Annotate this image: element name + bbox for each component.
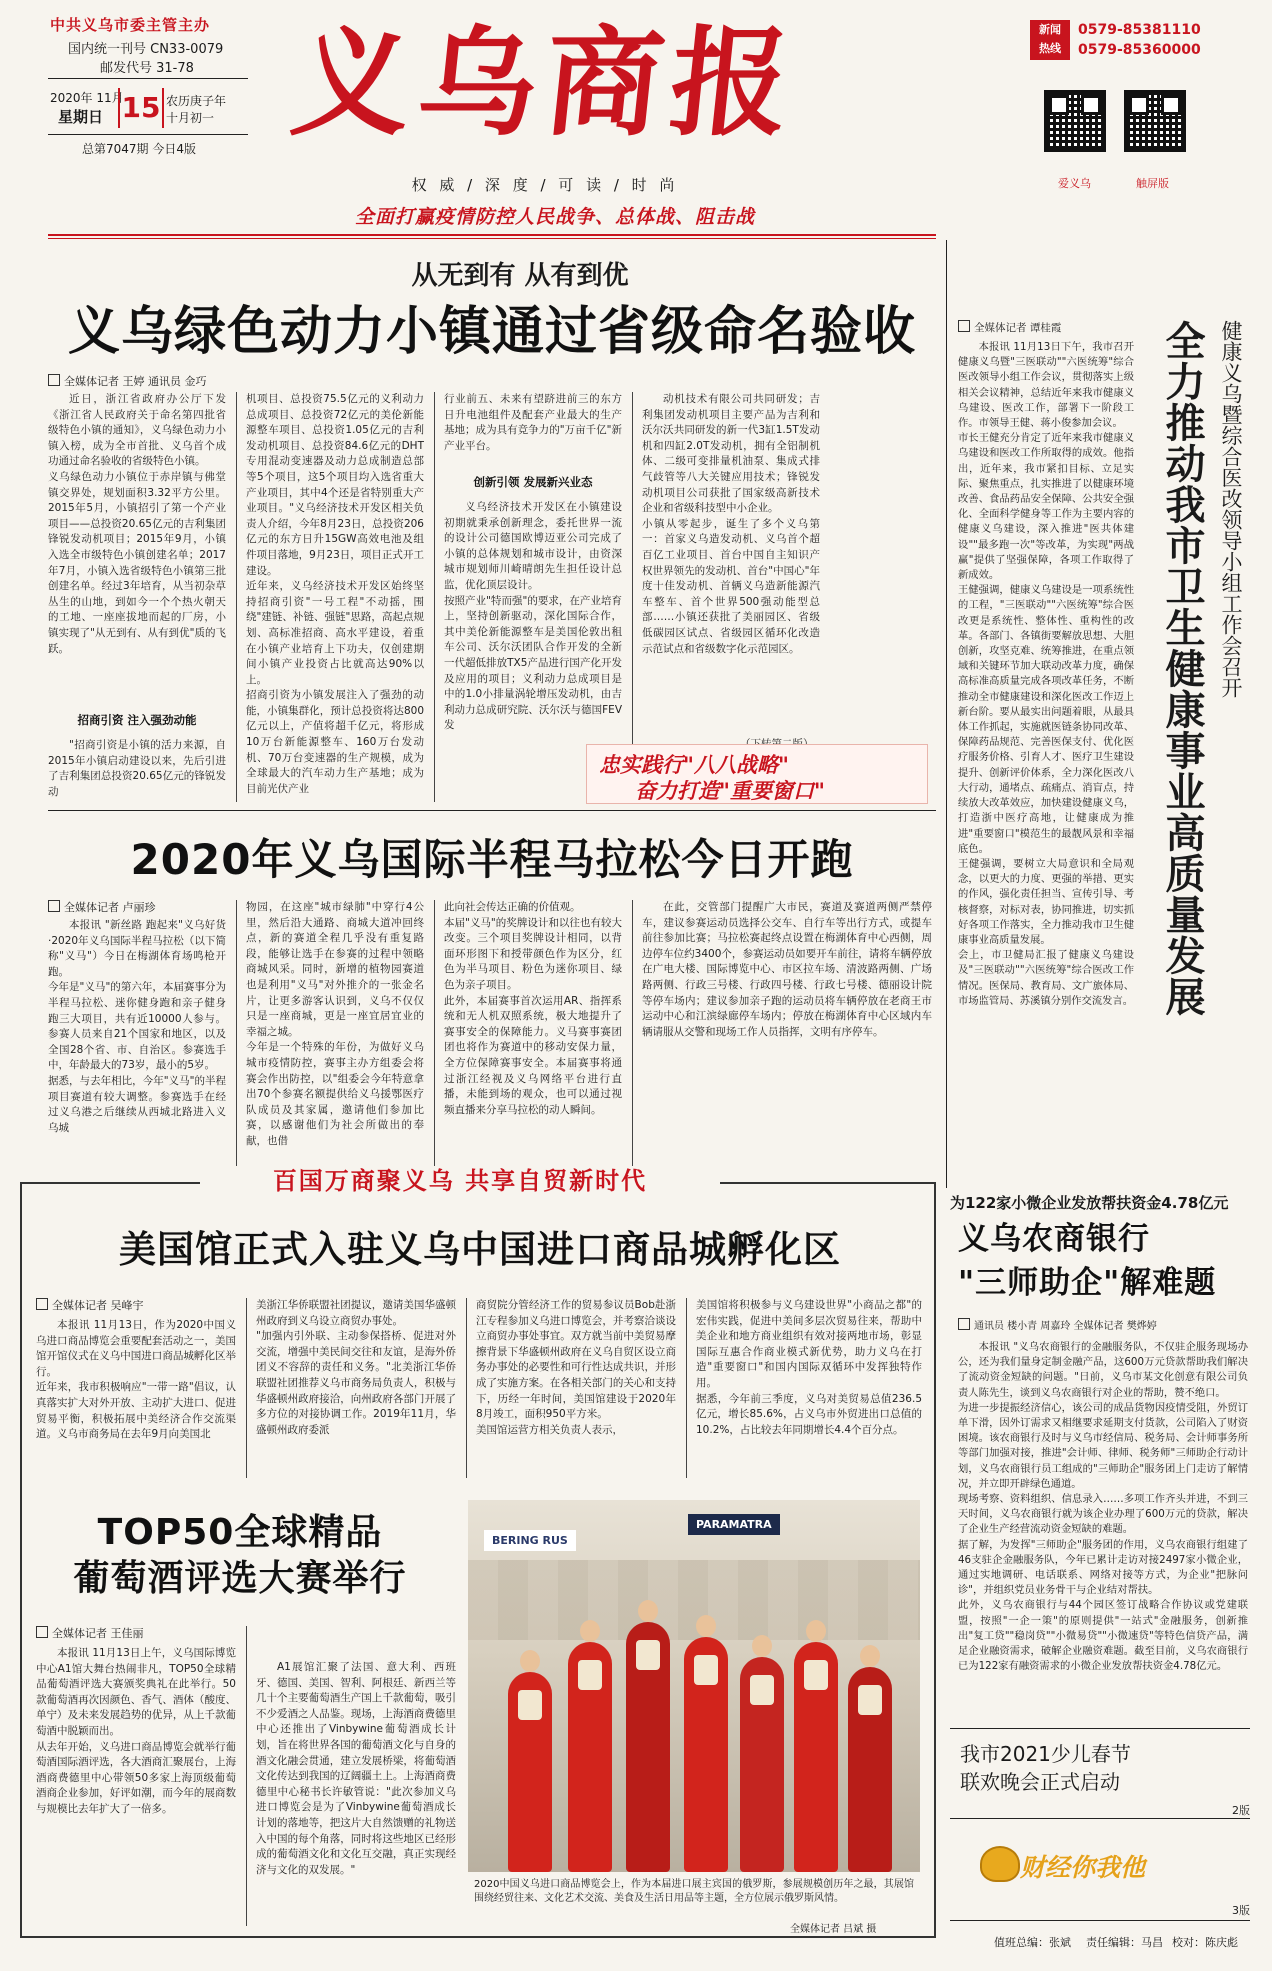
qr-code-mobile[interactable] [1124, 90, 1186, 152]
lunar-day: 十月初一 [166, 111, 215, 125]
person-figure [568, 1642, 612, 1872]
motto: 权 威 / 深 度 / 可 读 / 时 尚 [411, 176, 679, 194]
wine-headline-1: TOP50全球精品 [97, 1512, 383, 1553]
piggy-bank-icon [980, 1846, 1020, 1882]
wine-byline-text: 全媒体记者 王佳丽 [52, 1627, 144, 1640]
health-subhead: 健康义乌暨综合医改领导小组工作会召开 [1219, 320, 1243, 698]
byline-marker-icon [36, 1298, 48, 1310]
wine-col2: A1展馆汇聚了法国、意大利、西班牙、德国、美国、智利、阿根廷、新西兰等几十个主要葡萄酒生产国上千款葡萄，吸引不少爱酒之人品鉴。现场，上海酒商费德里中心还推出了Vinbywine葡萄酒成长计划，旨在将世界各国的葡萄酒文化与自身的酒文化融会贯通，建立发展桥梁，将葡萄酒文化传达到我国的辽阔疆土上。上海酒商费德里中心秘书长许敏管说："此次参加义乌进口博览会是为了Vinbywine葡萄酒成长计划的落地等，把这片大自然馈赠的礼物送入中国的每个角落，同时将这些地区已经形成的葡萄酒文化和文化互交融，真正实现经济与文化的双发展。" [256, 1661, 456, 1876]
date-year-month: 2020年 11月 [50, 91, 124, 105]
footer-proofreader: 校对：陈庆彪 [1172, 1936, 1238, 1949]
lead-col2: 机项目、总投资75.5亿元的义利动力总成项目、总投资72亿元的美伦新能源整车项目、总投资1.05亿元的吉利发动机项目、总投资84.6亿元的DHT专用混动变速器及动力总成制造总部等5个项目，这5个项目均入选省重大产业项目，其中4个还是省特别重大产业项目。"义乌经济技术开发区相关负责人介绍，今年8月23日，总投资206亿元的东方日升15GW高效电池及组件项目落地，9月23日，项目正式开工建设。 近年来，义乌经济技术开发区始终坚持招商引资"一号工程"不动摇，围绕"建链、补链、强链"思路，高起点规划、高标准招商、高水平建设，着重在小镇产业培育上下功夫，仅创建期间小镇产业投资占比就高达90%以上。 招商引资为小镇发展注入了强劲的动能，小镇集群化，预计总投资将达800亿元以上，产值将超千亿元，将形成10万台新能源整车、160万台发动机、70万台变速器的生产规模，成为全球最大的汽车动力生产基地；成为目前光伏产业 [246, 393, 424, 795]
bank-kicker: 为122家小微企业发放帮扶资金4.78亿元 [950, 1194, 1229, 1212]
feature-byline-text: 全媒体记者 吴峰宇 [52, 1299, 144, 1312]
person-figure [794, 1642, 838, 1872]
byline-marker-icon [958, 1318, 970, 1330]
footer-chief-editor: 值班总编：张斌 [994, 1936, 1071, 1949]
expo-photo [468, 1500, 920, 1872]
person-figure [740, 1657, 784, 1872]
issue-info: 总第7047期 今日4版 [82, 142, 196, 156]
byline-marker-icon [36, 1626, 48, 1638]
wine-headline-2: 葡萄酒评选大赛举行 [73, 1558, 407, 1599]
qr-code-app[interactable] [1044, 90, 1106, 152]
bank-body: 本报讯 "义乌农商银行的金融服务队，不仅驻企服务现场办公，还为我们量身定制金融产品，这600万元贷款帮助我们解决了流动资金短缺的问题。"日前，义乌市某文化创意有限公司负责人陈先生，谈到义乌农商银行对企业的帮助，赞不绝口。 为进一步提振经济信心，该公司的成品货物因疫情受阻，外贸订单下滑，因外订需求又相继要求延期支付货款，公司陷入了财资困境。该农商银行及时与义乌市经信局、税务局、会计师事务所等部门加强对接，推进"会计师、律师、税务师"三师助企行动计划，义乌农商银行员工组成的"三师助企"服务团上门走访了解情况，并立即开辟绿色通道。 现场考察、资料组织、信息录入……多项工作齐头并进，不到三天时间，义乌农商银行就为该企业办理了600万元的贷款，解决了企业生产经营流动资金短缺的难题。 据了解，为发挥"三师助企"服务团的作用，义乌农商银行组建了46支驻企金融服务队，今年已累计走访对接2497家小微企业，通过实地调研、电话联系、网络对接等方式，为企业"把脉问诊"，并组织党员业务骨干与企业结对帮扶。 此外，义乌农商银行与44个园区签订战略合作协议或党建联盟，按照"一企一策"的原则提供"一站式"金融服务，创新推出"复工贷""稳岗贷""小微易贷""小微速贷"等特色信贷产品，满足企业融资需求，破解企业融资难题。截至目前，义乌农商银行已为122家有融资需求的小微企业发放帮扶资金4.78亿元。 [958, 1341, 1248, 1673]
issn: 国内统一刊号 CN33-0079 [68, 42, 224, 57]
hotline-tag [1030, 20, 1070, 60]
byline-marker-icon [958, 320, 970, 332]
lead-kicker: 从无到有 从有到优 [411, 261, 629, 291]
marathon-col1: 本报讯 "新丝路 跑起来"义乌好货·2020年义乌国际半程马拉松（以下简称"义马"）今日在梅湖体育场鸣枪开跑。 今年是"义马"的第六年，本届赛事分为半程马拉松、迷你健身跑和亲子健身跑三大项目，共有近10000人参与。参赛人员来自21个国家和地区，以及全国28个省、市、自治区。参赛选手中，年龄最大的73岁，最小的5岁。 据悉，与去年相比，今年"义马"的半程项目赛道有较大调整。参赛选手在经过义乌港之后继续从西城北路进入义乌城 [48, 919, 226, 1134]
marathon-col2: 物园，在这座"城市绿肺"中穿行4公里，然后沿大通路、商城大道冲回终点，新的赛道全程几乎没有重复路段，能够让选手在参赛的过程中领略商城风采。同时，新增的植物园赛道也是利用"义马"对外推介的一张金名片，让更多游客认识到，义乌不仅仅只是一座商城，更是一座宜居宜业的幸福之城。 今年是一个特殊的年份，为做好义乌城市疫情防控，赛事主办方组委会将赛会作出防控，以"组委会今年特意拿出70个参赛名额提供给义乌援鄂医疗队成员及其家属，邀请他们参加比赛，以感谢他们为社会所做出的奉献，也借 [246, 901, 424, 1147]
postal-code: 邮发代号 31-78 [100, 61, 194, 76]
health-body: 本报讯 11月13日下午，我市召开健康义乌暨"三医联动""六医统筹"综合医改领导小组工作会议，贯彻落实上级相关会议精神，总结近年来我市健康义乌建设、医改工作，部署下一阶段工作。市领导王健、蒋小俊参加会议。 市长王健充分肯定了近年来我市健康义乌建设和医改工作所取得的成效。他指出，近年来，我市紧扣目标、立足实际、聚焦重点，扎实推进了以健康环境改善、食品药品安全保障、公共安全强化、全面科学健身等工作为主要内容的健康义乌建设，深入推进"医共体建设""最多跑一次"等改革，为实现"两战赢"提供了坚强保障，各项工作取得了新成效。 王健强调，健康义乌建设是一项系统性的工程，"三医联动""六医统筹"综合医改更是系统性、整体性、重构性的改革。各部门、各镇街要解放思想、大胆创新，攻坚克难、统筹推进，在重点领域和关键环节加大联动改革力度，确保高标准高质量完成各项改革任务，不断推动全市健康建设和深化医改工作迈上新台阶。要从最实出问题着眼，从最具体工作抓起，实施就医链条协同改革、保障药品规范、完善医保支付、优化医疗服务价格、引育人才、医疗卫生建设提升、创新评价体系，全力深化医改八大行动，通堵点、疏痛点、消盲点，持续放大改革效应，加快建设健康义乌，打造浙中医疗高地，让健康成为推进"重要窗口"模范生的最靓风景和幸福底色。 王健强调，要树立大局意识和全局观念，以更大的力度、更强的举措、更实的作风，强化责任担当、宣传引导、考核督察，对标对表，协同推进，切实抓好各项工作落实，全力推动我市卫生健康事业高质量发展。 会上，市卫健局汇报了健康义乌建设及"三医联动""六医统筹"综合医改工作情况。医保局、教育局、文广旅体局、市场监管局、苏溪镇分别作交流发言。 [958, 341, 1134, 1007]
hotline-tag-line1: 新闻 [1039, 23, 1061, 36]
photo-caption: 2020中国义乌进口商品博览会上，作为本届进口展主宾国的俄罗斯，参展规模创历年之最，其展馆围绕经贸往来、文化艺术交流、美食及生活日用品等主题，全方位展示俄罗斯风情。 [474, 1879, 914, 1904]
marathon-byline-text: 全媒体记者 卢丽珍 [64, 901, 156, 914]
day-number: 15 [118, 88, 164, 128]
qr-label-app: 爱义乌 [1058, 177, 1091, 190]
marathon-col3: 此向社会传达正确的价值观。 本届"义马"的奖牌设计和以往也有较大改变。三个项目奖牌设计相同，以背面环形图下和授带颜色作为区分，红色为半马项目、粉色为迷你项目、绿色为亲子项目。 此外，本届赛事首次运用AR、指挥系统和无人机双照系统，极大地提升了赛事安全的保障能力。义马赛事赛团团也将作为赛道中的移动安保力量，全方位保障赛事安全。本届赛事将通过浙江经视及义乌网络平台进行直播，未能到场的观众，也可以通过视频直播来分享马拉松的动人瞬间。 [444, 901, 622, 1116]
lead-col1-cont: "招商引资是小镇的活力来源，自2015年小镇启动建设以来，先后引进了吉利集团总投资20.65亿元的锋锐发动 [48, 739, 226, 798]
feature-headline: 美国馆正式入驻义乌中国进口商品城孵化区 [119, 1228, 841, 1271]
wine-byline [36, 1626, 144, 1642]
lead-byline-text: 全媒体记者 王婷 通讯员 金巧 [64, 375, 207, 388]
weekday: 星期日 [58, 108, 104, 126]
health-headline: 全力推动我市卫生健康事业高质量发展 [1159, 320, 1205, 1017]
lead-col1: 近日，浙江省政府办公厅下发《浙江省人民政府关于命名第四批省级特色小镇的通知》，义乌绿色动力小镇入榜，成为全市首批、义乌首个成功通过命名验收的省级特色小镇。 义乌绿色动力小镇位于赤岸镇与佛堂镇交界处，规划面积3.32平方公里。2015年5月，小镇招引了第一个产业项目——总投资20.65亿元的吉利集团锋锐发动机项目；2015年9月，小镇入选全市级特色小镇创建名单；2017年7月，小镇入选省级特色小镇第三批创建名单。经过3年培育，从当初杂草丛生的山地，到如今一个个热火朝天的工地、一座座拔地而起的厂房，小镇实现了"从无到有、从有到优"质的飞跃。 [48, 393, 226, 655]
slogan-banner: 全面打赢疫情防控人民战争、总体战、阻击战 [354, 206, 755, 228]
campaign-banner [586, 744, 928, 804]
person-figure [508, 1672, 552, 1872]
feature-col2: 美浙江华侨联盟社团提议，邀请美国华盛顿州政府到义乌设立商贸办事处。 "加强内引外联、主动参保搭桥、促进对外交流，增强中美民间交往和友谊，是海外侨团义不容辞的责任和义务。"北美浙江华侨联盟社团推荐义乌市商务局负责人，积极与华盛顿州政府接洽，向州政府各部门开展了多方位的对接协调工作。2019年11月，华盛顿州政府委派 [256, 1299, 456, 1436]
footer-editor: 责任编辑：马昌 [1086, 1936, 1163, 1949]
feature-banner: 百国万商聚义乌 共享自贸新时代 [200, 1166, 720, 1196]
feature-col4: 美国馆将积极参与义乌建设世界"小商品之都"的宏伟实践，促进中美间多层次贸易往来，帮助中美企业和地方商业组织有效对接两地市场，彰显国际互惠合作商业模式新优势，助力义乌在打造"重要窗口"和国内国际双循环中发挥独特作用。 据悉，今年前三季度，义乌对美贸易总值236.5亿元，增长85.6%，占义乌市外贸进出口总值的10.2%，占比较去年同期增长4.4个百分点。 [696, 1299, 922, 1436]
lunar-year: 农历庚子年 [166, 94, 227, 108]
bank-headline-1: 义乌农商银行 [958, 1221, 1150, 1257]
lead-col4: 动机技术有限公司共同研发；吉利集团发动机项目主要产品为吉利和沃尔沃共同研发的新一代3缸1.5T发动机和四缸2.0T发动机，拥有全铝制机体、二级可变排量机油泵、集成式排气歧管等八大关键应用技术；锋锐发动机项目公司获批了国家级高新技术企业和省级科技型中小企业。 小镇从零起步，诞生了多个义乌第一：首家义乌造发动机、义乌首个超百亿工业项目、首台中国自主知识产权世界领先的发动机、首台"中国心"年度十佳发动机、首辆义乌造新能源汽车整车、首个世界500强动能型总部……小镇还获批了美丽园区、省级低碳园区试点、省级园区循环化改造示范试点和省级数字化示范园区。 [642, 393, 820, 655]
lead-subhead-1: 招商引资 注入强劲动能 [77, 713, 197, 727]
newspaper-title: 义乌商报 [285, 13, 805, 152]
feature-col1: 本报讯 11月13日，作为2020中国义乌进口商品博览会重要配套活动之一，美国馆开馆仪式在义乌中国进口商品城孵化区举行。 近年来，我市积极响应"一带一路"倡议，认真落实扩大对外开放、主动扩大进口、促进贸易平衡，积极拓展中美经济合作交流渠道。义乌市商务局在去年9月向美国北 [36, 1319, 236, 1441]
gala-teaser-1[interactable]: 我市2021少儿春节 [960, 1742, 1131, 1766]
lead-headline: 义乌绿色动力小镇通过省级命名验收 [67, 302, 916, 362]
phone-1: 0579-85381110 [1078, 22, 1201, 38]
photo-credit: 全媒体记者 吕斌 摄 [790, 1924, 877, 1935]
person-figure [848, 1667, 892, 1872]
gala-teaser-2[interactable]: 联欢晚会正式启动 [960, 1770, 1120, 1794]
page-ref-2[interactable]: 2版 [1232, 1804, 1250, 1817]
wine-col1: 本报讯 11月13日上午，义乌国际博览中心A1馆大舞台热闹非凡，TOP50全球精品葡萄酒评选大赛颁奖典礼在此举行。50款葡萄酒再次因颜色、香气、酒体（酸度、单宁）及未来发展趋势的优异，从上千款葡萄酒中脱颖而出。 从去年开始，义乌进口商品博览会就举行葡萄酒国际酒评选，各大酒商汇聚展台，上海酒商费德里中心带领50多家上海顶级葡萄酒商企业参加，好评如潮，而今年的展商数与规模比去年扩大了一倍多。 [36, 1647, 236, 1815]
marathon-byline [48, 900, 156, 916]
bank-headline-2: "三师助企"解难题 [958, 1265, 1217, 1301]
lead-byline [48, 374, 207, 390]
marathon-col4: 在此，交管部门提醒广大市民，赛道及赛道两侧严禁停车，建议参赛运动员选择公交车、自行车等出行方式，或提车前往参加比赛；马拉松赛起终点设置在梅湖体育中心西侧，周边停车位约3400个，参赛运动员如要开车前往，请将车辆停放在广电大楼、国际博览中心、市区拉车场、清波路两侧、广场路两侧、行政三号楼、行政四号楼、行政七号楼、德丽设计院等停车场内；建议参加亲子跑的运动员将车辆停放在老商王市运动中心和江滨绿廊停车场内；停放在梅湖体育中心区域内车辆请服从交警和现场工作人员指挥，文明有序停车。 [642, 901, 932, 1038]
finance-logo-text: 财经你我他 [1020, 1853, 1146, 1882]
health-byline [958, 320, 1061, 336]
lead-subhead-2: 创新引领 发展新兴业态 [473, 475, 593, 489]
person-figure [684, 1637, 728, 1872]
marathon-headline: 2020年义乌国际半程马拉松今日开跑 [130, 835, 854, 884]
byline-marker-icon [48, 900, 60, 912]
campaign-line-1: 忠实践行"八八战略" [599, 753, 789, 777]
feature-col3: 商贸院分管经济工作的贸易参议员Bob赴浙江专程参加义乌进口博览会，并考察洽谈设立商贸办事处事宜。双方就当前中美贸易摩擦背景下华盛顿州政府在义乌自贸区设立商务办事处的必要性和可行性达成共识，并形成了实施方案。在各相关部门的关心和支持下，历经一年时间，美国馆建设于2020年8月竣工，面积950平方米。 美国馆运营方相关负责人表示， [476, 1299, 676, 1436]
lead-col3-cont: 义乌经济技术开发区在小镇建设初期就秉承创新理念，委托世界一流的设计公司德国欧博迈亚公司完成了小镇的总体规划和城市设计，由资深城市规划师川崎晴朗先生担任设计总监，优化顶层设计。 按照产业"特而强"的要求，在产业培育上，坚持创新驱动，深化国际合作，其中美伦新能源整车是美国伦敦出租车公司、沃尔沃团队合作开发的全新一代超低排放TX5产品进行国产化开发及应用的项目；义利动力总成项目是中的1.0小排量涡轮增压发动机，由吉利动力总成研究院、沃尔沃与德国FEV发 [444, 501, 622, 732]
bank-byline [958, 1318, 1157, 1335]
person-figure [626, 1622, 670, 1872]
hotline-tag-line2: 热线 [1039, 42, 1061, 55]
health-byline-text: 全媒体记者 谭桂霞 [974, 322, 1062, 334]
booth-sign-right: PARAMATRA [688, 1514, 780, 1535]
feature-byline [36, 1298, 144, 1314]
qr-label-mobile: 触屏版 [1136, 177, 1169, 190]
byline-marker-icon [48, 374, 60, 386]
sponsor: 中共义乌市委主管主办 [50, 16, 211, 34]
page-ref-3[interactable]: 3版 [1232, 1904, 1250, 1917]
phone-2: 0579-85360000 [1078, 42, 1201, 58]
lead-col3: 行业前五、未来有望跻进前三的东方日升电池组件及配套产业最大的生产基地；成为具有竞争力的"万亩千亿"新产业平台。 [444, 393, 622, 452]
campaign-line-2: 奋力打造"重要窗口" [635, 779, 825, 803]
bank-byline-text: 通讯员 楼小青 周嘉玲 全媒体记者 樊烨婷 [974, 1321, 1157, 1332]
booth-sign-left: BERING RUS [484, 1530, 576, 1551]
finance-logo[interactable] [980, 1838, 1180, 1888]
